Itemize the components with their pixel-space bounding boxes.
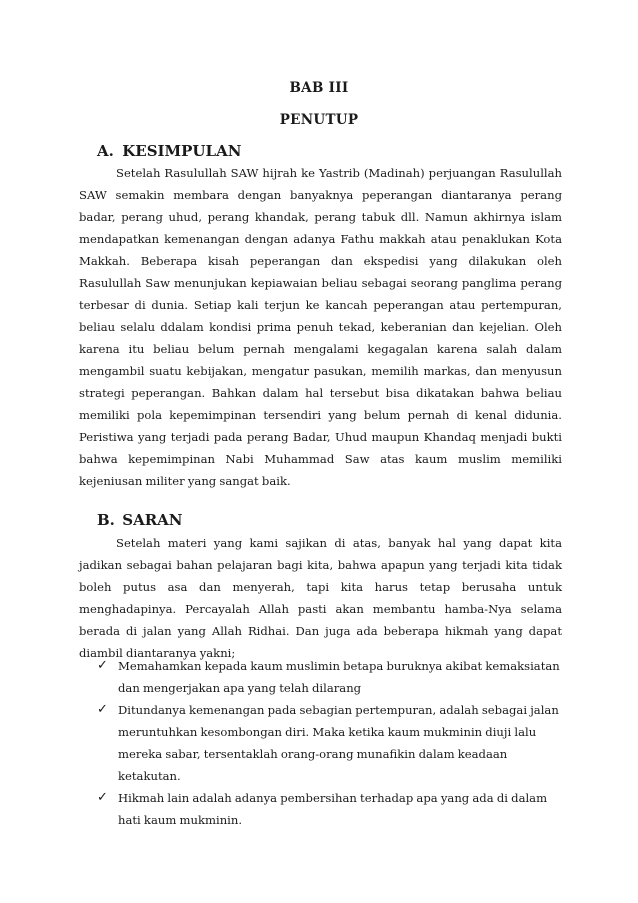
kesimpulan-paragraph xyxy=(79,162,562,492)
section-number: A. xyxy=(97,142,114,160)
section-heading-kesimpulan xyxy=(97,142,241,160)
section-heading-saran xyxy=(97,511,183,529)
saran-paragraph xyxy=(79,532,562,664)
checkmark-icon: ✓ xyxy=(97,790,108,805)
list-item-text: Hikmah lain adalah adanya pembersihan terhadap apa yang ada di dalam hati kaum mukminin. xyxy=(118,791,548,827)
list-item xyxy=(97,699,562,787)
chapter-title: PENUTUP xyxy=(279,112,359,128)
paragraph-text: Setelah Rasulullah SAW hijrah ke Yastrib (Madinah) perjuangan Rasulullah SAW semakin membara dengan banyaknya peperangan diantaranya perang badar, perang uhud, perang khandak, perang tabuk dll. Namun akhirnya islam mendapatkan kemenangan dengan adanya Fathu makkah atau penaklukan Kota Makkah. Beberapa kisah peperangan dan ekspedisi yang dilakukan oleh Rasulullah Saw menunjukan kepiawaian beliau sebagai seorang panglima perang terbesar di dunia. Setiap kali terjun ke kancah peperangan atau pertempuran, beliau selalu ddalam kondisi prima penuh tekad, keberanian dan kejelian. Oleh karena itu beliau belum pernah mengalami kegagalan karena salah dalam mengambil suatu kebijakan, mengatur pasukan, memilih markas, dan menyusun strategi peperangan. Bahkan dalam hal tersebut bisa dikatakan bahwa beliau memiliki pola kepemimpinan tersendiri yang belum pernah di kenal didunia. Peristiwa yang terjadi pada perang Badar, Uhud maupun Khandaq menjadi bukti bahwa kepemimpinan Nabi Muhammad Saw atas kaum muslim memiliki kejeniusan militer yang sangat baik. xyxy=(79,166,562,488)
checkmark-icon: ✓ xyxy=(97,702,108,717)
chapter-label: BAB III xyxy=(289,80,349,96)
list-item-text: Ditundanya kemenangan pada sebagian pertempuran, adalah sebagai jalan meruntuhkan kesombongan diri. Maka ketika kaum mukminin diuji lalu mereka sabar, tersentaklah orang-orang munafikin dalam keadaan ketakutan. xyxy=(118,703,559,783)
checkmark-icon: ✓ xyxy=(97,658,108,673)
list-item xyxy=(97,655,562,699)
section-title: SARAN xyxy=(122,511,183,529)
paragraph-text: Setelah materi yang kami sajikan di atas, banyak hal yang dapat kita jadikan sebagai bahan pelajaran bagi kita, bahwa apapun yang terjadi kita tidak boleh putus asa dan menyerah, tapi kita harus tetap berusaha untuk menghadapinya. Percayalah Allah pasti akan membantu hamba-Nya selama berada di jalan yang Allah Ridhai. Dan juga ada beberapa hikmah yang dapat diambil diantaranya yakni; xyxy=(79,536,562,660)
list-item xyxy=(97,787,562,831)
list-item-text: Memahamkan kepada kaum muslimin betapa buruknya akibat kemaksiatan dan mengerjakan apa yang telah dilarang xyxy=(118,659,560,695)
section-number: B. xyxy=(97,511,115,529)
hikmah-list xyxy=(97,655,562,831)
section-title: KESIMPULAN xyxy=(122,142,242,160)
